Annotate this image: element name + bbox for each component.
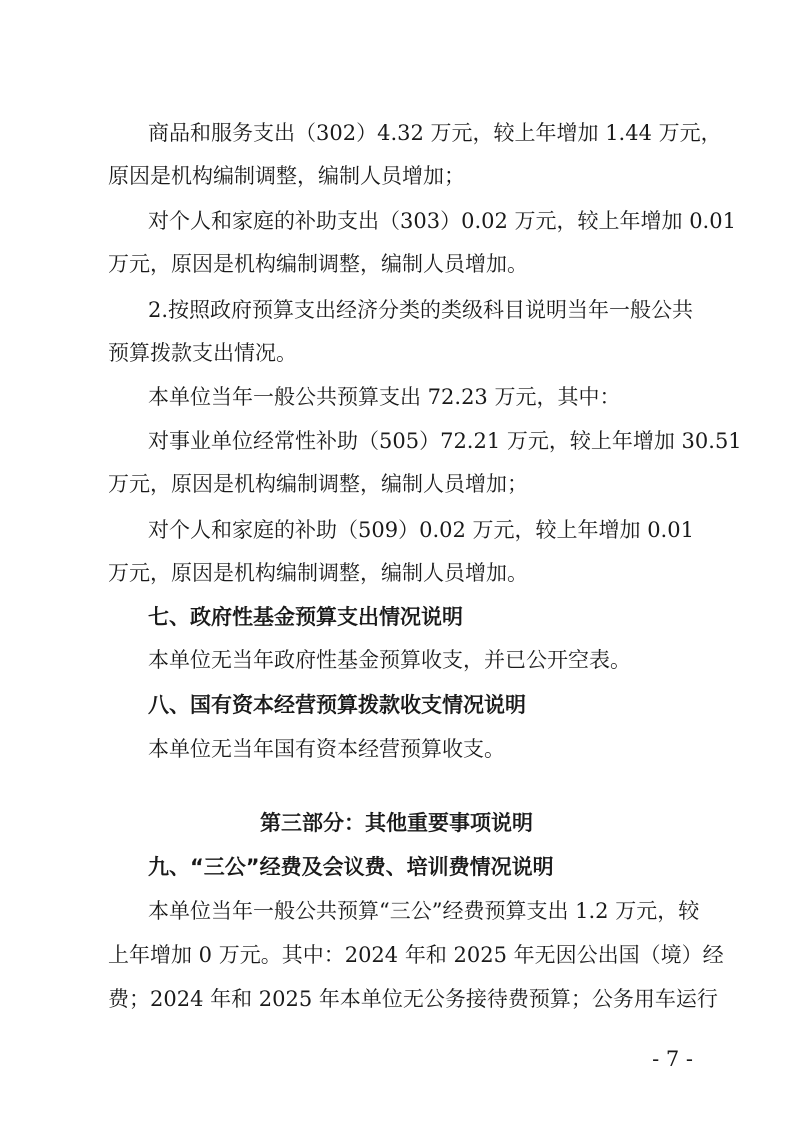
part-title: 第三部分：其他重要事项说明 [260, 811, 533, 835]
section-heading: 七、政府性基金预算支出情况说明 [148, 605, 463, 629]
section-heading: 八、国有资本经营预算拨款收支情况说明 [148, 693, 526, 717]
paragraph-line: 原因是机构编制调整，编制人员增加； [108, 164, 465, 188]
paragraph-line: 万元，原因是机构编制调整，编制人员增加。 [108, 561, 528, 585]
paragraph-line: 上年增加 0 万元。其中：2024 年和 2025 年无因公出国（境）经 [108, 943, 724, 967]
section-body: 本单位无当年政府性基金预算收支，并已公开空表。 [148, 648, 631, 672]
paragraph-line: 本单位当年一般公共预算“三公”经费预算支出 1.2 万元，较 [148, 899, 700, 923]
paragraph-line: 费；2024 年和 2025 年本单位无公务接待费预算；公务用车运行 [108, 987, 718, 1011]
paragraph-line: 对事业单位经常性补助（505）72.21 万元，较上年增加 30.51 [148, 429, 742, 453]
paragraph-line: 本单位当年一般公共预算支出 72.23 万元，其中： [148, 385, 621, 409]
paragraph-line: 对个人和家庭的补助（509）0.02 万元，较上年增加 0.01 [148, 518, 694, 542]
section-heading: 九、“三公”经费及会议费、培训费情况说明 [148, 855, 554, 879]
paragraph-line: 万元，原因是机构编制调整，编制人员增加。 [108, 252, 528, 276]
paragraph-line: 预算拨款支出情况。 [108, 341, 297, 365]
paragraph-line: 万元，原因是机构编制调整，编制人员增加； [108, 472, 528, 496]
paragraph-line: 2.按照政府预算支出经济分类的类级科目说明当年一般公共 [148, 298, 694, 322]
page-number: - 7 - [652, 1047, 693, 1071]
paragraph-line: 商品和服务支出（302）4.32 万元，较上年增加 1.44 万元， [148, 121, 722, 145]
paragraph-line: 对个人和家庭的补助支出（303）0.02 万元，较上年增加 0.01 [148, 209, 736, 233]
section-body: 本单位无当年国有资本经营预算收支。 [148, 737, 505, 761]
